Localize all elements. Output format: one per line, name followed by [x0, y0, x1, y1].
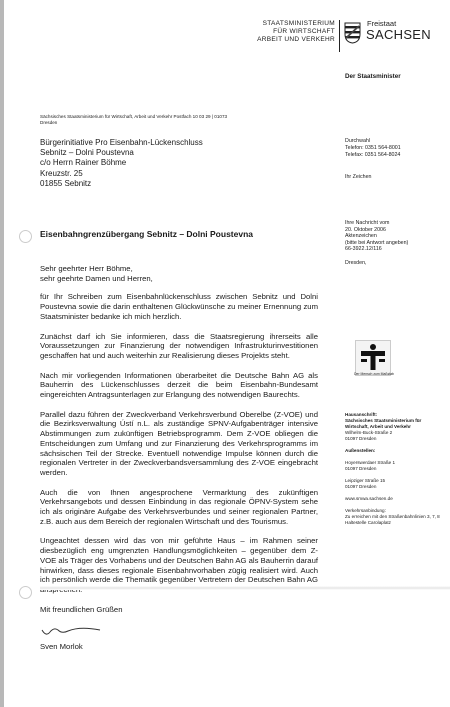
sender-line: Sächsisches Staatsministerium für Wirtschaft, Arbeit und Verkehr Postfach 10 03 29 | 01073 Dresden — [40, 114, 228, 125]
state-label-large: SACHSEN — [366, 27, 431, 42]
recipient-line: 01855 Sebnitz — [40, 178, 92, 188]
salutation-line: Sehr geehrter Herr Böhme, — [40, 264, 133, 273]
position-title: Der Staatsminister — [345, 73, 401, 80]
website: www.smwa.sachsen.de — [345, 496, 393, 501]
reference-block — [345, 220, 408, 266]
signer-name: Sven Morlok — [40, 642, 83, 652]
body-paragraph: Nach mir vorliegenden Informationen überarbeitet die Deutsche Bahn AG als Bauherrin des Lückenschlusses derzeit die beim Eisenbahn-Bundesamt eingereichten Antragsunterlagen zur Erlangung des notwendigen Baurechts. — [40, 370, 318, 400]
transit-label: Verkehrsanbindung: — [345, 508, 386, 513]
scan-fold-line — [40, 586, 450, 590]
body-paragraph: Parallel dazu führen der Zweckverband Verkehrsverbund Oberelbe (Z-VOE) und die Bezirksverwaltung Ústí n.L. als zuständige SPNV-Aufgabenträger intensive Abstimmungen zum zukünftigen Betriebsprogramm. Dem Z-VOE obliegen die Entscheidungen zum Umfang und zur Finanzierung des Verkehrsprogramms im sächsischen Teil der Strecke. Eventuell notwendige Impulse können durch die regionalen Vertreter in der Zweckverbandsversammlung des Z-VOE eingebracht werden. — [40, 409, 318, 477]
reference-line: (bitte bei Antwort angeben) — [345, 239, 409, 246]
punch-hole — [19, 230, 32, 243]
reference-line: 66-3922.12/116 — [345, 246, 382, 253]
recipient-address — [40, 138, 203, 189]
ministry-name — [185, 20, 335, 45]
letter-subject: Eisenbahngrenzübergang Sebnitz – Dolni Poustevna — [40, 229, 254, 239]
reference-line: Aktenzeichen — [345, 233, 377, 240]
body-paragraph: Ungeachtet dessen wird das von mir geführte Haus – im Rahmen seiner diesbezüglich eng umgrenzten Handlungsmöglichkeiten – gegenüber dem Z-VOE als Träger des Vorhabens und der Deutschen Bahn AG als Bauherrin darauf hinwirken, dass dieses regionale Eisenbahnvorhaben zügig realisiert wird. Auch ich persönlich werde die Thematik gegenüber Vertretern der Deutschen Bahn AG — [40, 536, 318, 585]
reference-line: Dresden, — [345, 259, 367, 266]
branch2-street: Leipziger Straße 15 — [345, 478, 386, 483]
ministry-line: FÜR WIRTSCHAFT — [273, 28, 335, 36]
reference-line — [345, 253, 408, 260]
scan-edge — [0, 0, 4, 707]
branch1-street: Hoyerswerdaer Straße 1 — [345, 460, 396, 465]
branches-label: Außenstellen: — [345, 448, 376, 453]
salutation-line: sehr geehrte Damen und Herren, — [40, 273, 153, 283]
ministry-address-block — [345, 412, 441, 526]
body-paragraph: Zunächst darf ich Sie informieren, dass die Staatsregierung ihrerseits alle Voraussetzungen zur Finanzierung der notwendigen Infrastrukturinvestitionen geschaffen hat und auch weiterhin zur Realisierung dieses Projekts steht. — [40, 331, 318, 360]
reference-line: 20. Oktober 2006 — [345, 226, 386, 233]
contact-block — [345, 138, 401, 159]
contact-phone: Telefon: 0351 564-8001 — [345, 145, 401, 151]
salutation — [40, 264, 318, 283]
signature-icon — [40, 624, 318, 638]
state-label-small: Freistaat — [367, 19, 397, 28]
transit-text: Zu erreichen mit den Straßenbahnlinien 3, 7, 8 — [345, 514, 440, 519]
recipient-line: Sebnitz – Dolni Poustevna — [40, 148, 134, 158]
letter-body — [40, 264, 318, 652]
body-paragraph: für Ihr Schreiben zum Eisenbahnlückenschluss zwischen Sebnitz und Dolni Poustevna sowie die darin enthaltenen Glückwünsche zu meiner Ernennung zum Staatsminister bedanke ich mich herzlich. — [40, 292, 318, 321]
letterhead-divider — [339, 20, 340, 52]
contact-fax: Telefax: 0351 564-8024 — [345, 152, 401, 158]
contact-label: Durchwahl — [345, 138, 371, 144]
transit-stop: Haltestelle Carolaplatz — [345, 520, 391, 525]
person-emblem-icon — [355, 340, 391, 376]
address-heading-label: Hausanschrift: — [345, 412, 378, 417]
recipient-line: Bürgerinitiative Pro Eisenbahn-Lückenschluss — [40, 138, 203, 147]
recipient-line: Kreuzstr. 25 — [40, 168, 83, 178]
ministry-line: ARBEIT UND VERKEHR — [257, 36, 335, 44]
address-heading-name: Sächsisches Staatsministerium für Wirtschaft, Arbeit und Verkehr — [345, 418, 422, 429]
punch-hole — [19, 586, 32, 599]
address-street: Wilhelm-Buck-Straße 2 — [345, 430, 393, 435]
closing: Mit freundlichen Grüßen — [40, 604, 123, 614]
saxony-crest-icon — [344, 22, 361, 44]
body-paragraph: Auch die von Ihnen angesprochene Vermarktung des zukünftigen Verkehrsangebots und dessen Einbindung in das regionale ÖPNV-System sehe ich als originäre Aufgabe des Verkehrsverbundes und seiner regionalen Partner, z.B. auch aus dem Bereich der regionalen Wirtschaft und des Tourismus. — [40, 487, 318, 526]
emblem-caption: Der Mensch zum Maßstab — [354, 372, 394, 376]
recipient-line: c/o Herrn Rainer Böhme — [40, 158, 127, 168]
reference-line: Ihre Nachricht vom — [345, 220, 390, 226]
branch1-city: 01097 Dresden — [345, 466, 377, 471]
address-city: 01097 Dresden — [345, 436, 377, 441]
ihr-zeichen-label: Ihr Zeichen — [345, 174, 372, 180]
ministry-line: STAATSMINISTERIUM — [262, 20, 335, 27]
branch2-city: 01097 Dresden — [345, 484, 377, 489]
